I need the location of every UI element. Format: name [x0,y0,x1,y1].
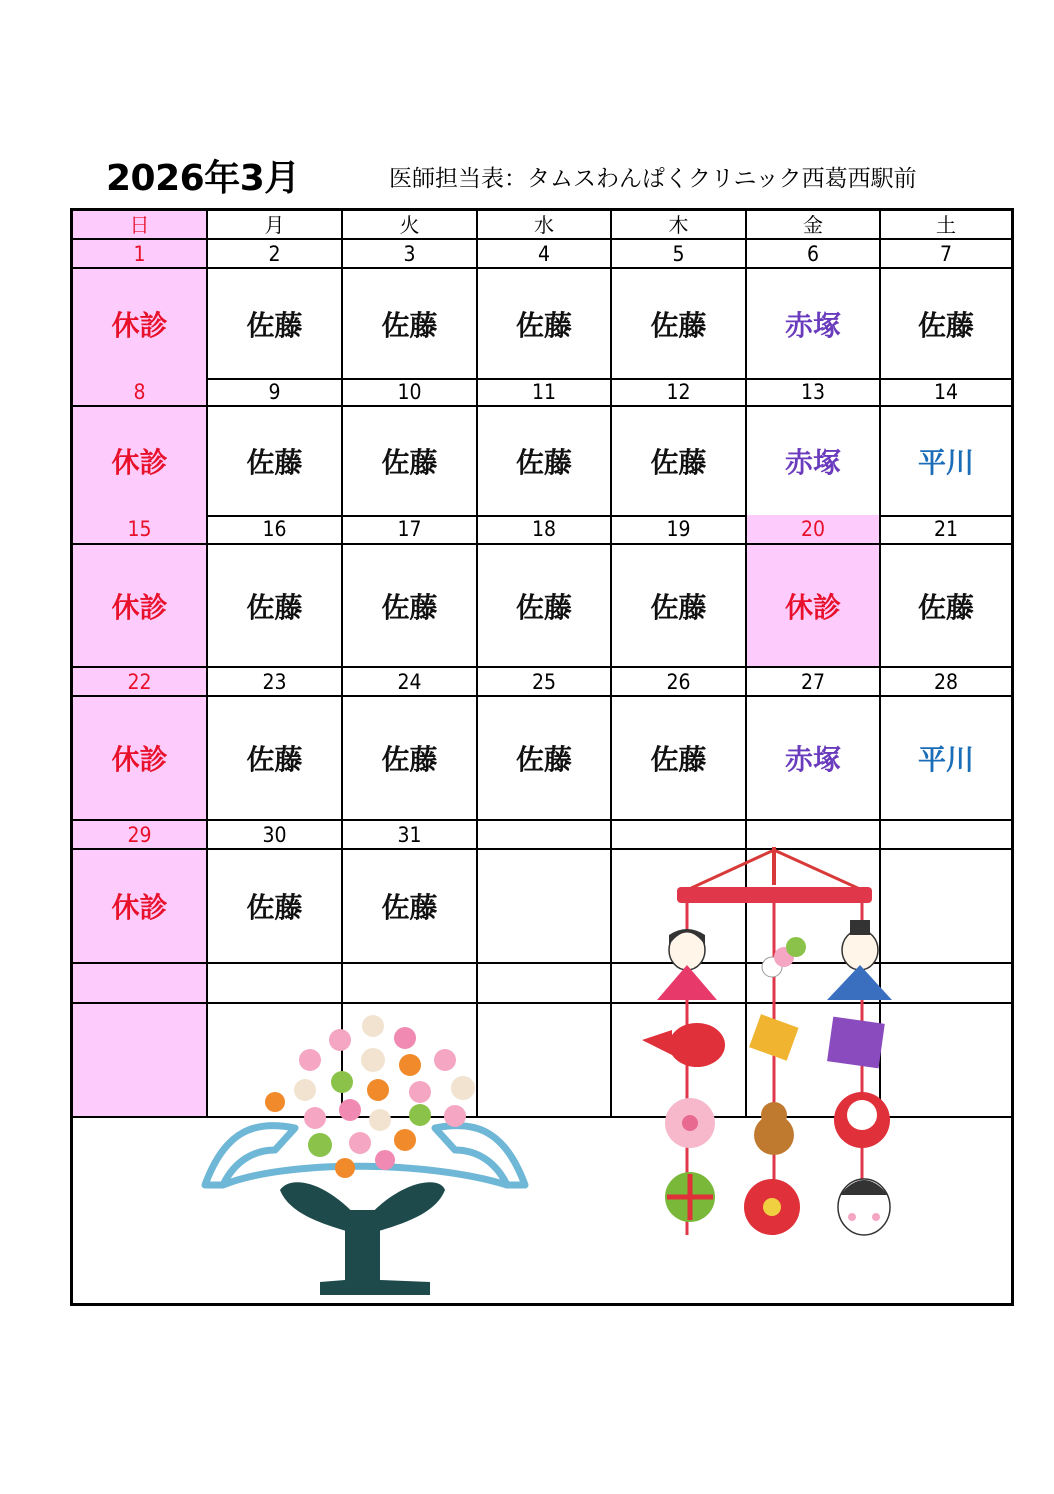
date-cell [73,668,208,697]
date-cell-text: 21 [933,517,959,541]
doctor-cell-text: 佐藤 [246,590,303,624]
date-cell [73,378,208,407]
doctor-cell [343,850,478,964]
date-cell-text: 18 [531,517,557,541]
date-cell-text: 8 [133,379,146,404]
doctor-cell [208,407,343,517]
date-cell-text: 25 [531,669,557,694]
weekday-header-2-text: 火 [399,212,420,237]
date-cell-text: 26 [666,669,691,694]
doctor-cell-text: 休診 [784,590,841,624]
date-cell-text: 1 [133,241,146,266]
doctor-cell-text: 赤塚 [784,743,841,776]
date-cell-text: 15 [127,517,152,541]
doctor-cell-text: 佐藤 [650,590,707,624]
date-cell [343,668,478,697]
hydrangea-icon [195,1010,535,1300]
empty-cell [881,964,1011,1004]
doctor-cell-text: 佐藤 [246,308,303,342]
date-cell [747,515,881,545]
date-cell [73,240,208,269]
doctor-cell [478,697,612,821]
doctor-cell-text: 佐藤 [381,891,438,924]
date-cell-text: 11 [531,379,557,404]
empty-cell [73,1004,208,1118]
doctor-cell-text: 佐藤 [650,743,707,776]
doctor-cell [73,269,208,380]
date-cell-text: 27 [800,669,826,694]
date-cell [73,515,208,545]
weekday-header-1 [208,211,343,240]
date-cell [478,378,612,407]
date-cell [881,515,1011,545]
weekday-header-0-text: 日 [129,212,150,237]
doctor-cell [208,269,343,380]
doctor-cell [747,545,881,668]
doctor-cell-text: 平川 [917,743,974,776]
weekday-header-4 [612,211,747,240]
weekday-header-4-text: 木 [668,212,689,237]
doctor-cell [747,407,881,517]
date-cell-text: 29 [127,822,152,847]
doctor-cell-text: 赤塚 [784,446,841,479]
date-cell [612,378,747,407]
weekday-header-1-text: 月 [264,212,285,237]
doctor-cell [881,545,1011,668]
doctor-cell [478,545,612,668]
date-cell [208,240,343,269]
doctor-cell [208,850,343,964]
doctor-cell-text: 休診 [111,446,168,479]
doctor-cell [478,269,612,380]
page-title: 2026年3月 [106,158,300,199]
doctor-cell [881,697,1011,821]
date-cell [881,378,1011,407]
date-cell [747,240,881,269]
doctor-cell-text: 佐藤 [381,446,438,479]
date-cell-text: 5 [672,241,685,266]
doctor-cell-text: 佐藤 [515,590,572,624]
doctor-cell-text: 佐藤 [246,891,303,924]
doctor-cell-text: 佐藤 [917,590,974,624]
date-cell [343,821,478,850]
weekday-header-5-text: 金 [803,212,823,237]
doctor-cell-text: 赤塚 [784,308,841,342]
doctor-cell [478,407,612,517]
date-cell-text: 2 [268,241,281,266]
doctor-cell-text: 佐藤 [515,743,572,776]
date-cell-text: 6 [806,241,820,266]
date-cell-text: 16 [262,517,287,541]
doctor-cell-text: 佐藤 [246,446,303,479]
date-cell-text: 23 [262,669,287,694]
doctor-cell-text: 休診 [111,743,168,776]
date-cell [881,668,1011,697]
doctor-cell-text: 佐藤 [381,743,438,776]
date-cell [343,515,478,545]
doctor-cell [612,407,747,517]
date-cell [73,821,208,850]
date-cell-text: 30 [262,822,287,847]
doctor-cell [73,407,208,517]
date-cell [612,515,747,545]
doctor-cell-text: 佐藤 [917,308,974,342]
doctor-cell [343,269,478,380]
doctor-cell-text: 佐藤 [381,590,438,624]
doctor-cell-text: 佐藤 [381,308,438,342]
date-cell-text: 3 [403,241,416,266]
doctor-cell [343,697,478,821]
doctor-cell [343,407,478,517]
doctor-cell-text: 平川 [917,446,974,479]
doctor-cell-text: 休診 [111,590,168,624]
empty-cell [343,964,478,1004]
doctor-cell [881,407,1011,517]
date-cell-text: 17 [397,517,422,541]
date-cell [343,240,478,269]
date-cell [208,668,343,697]
doctor-cell-text: 佐藤 [515,308,572,342]
doctor-cell [612,697,747,821]
doctor-cell-text: 佐藤 [515,446,572,479]
date-cell [881,240,1011,269]
date-cell [478,668,612,697]
weekday-header-3-text: 水 [534,212,554,237]
date-cell-text: 14 [933,379,959,404]
doctor-cell-text: 休診 [111,308,168,342]
empty-cell [73,964,208,1004]
doctor-cell-text: 佐藤 [650,308,707,342]
doctor-cell-text: 佐藤 [246,743,303,776]
date-cell [747,668,881,697]
weekday-header-2 [343,211,478,240]
weekday-header-5 [747,211,881,240]
weekday-header-6-text: 土 [936,212,956,237]
page-subtitle: 医師担当表：タムスわんぱくクリニック西葛西駅前 [389,166,917,192]
doctor-cell [612,545,747,668]
doctor-cell [881,269,1011,380]
date-cell [208,378,343,407]
doctor-cell [747,697,881,821]
date-cell-text: 31 [397,822,422,847]
doctor-cell [73,850,208,964]
date-cell-text: 9 [268,379,281,404]
date-cell [881,821,1011,850]
doctor-cell [208,697,343,821]
doctor-cell [343,545,478,668]
date-cell-text: 7 [939,241,953,266]
weekday-header-6 [881,211,1011,240]
date-cell [612,240,747,269]
empty-cell [208,964,343,1004]
doctor-cell [881,850,1011,964]
weekday-header-3 [478,211,612,240]
date-cell [478,240,612,269]
date-cell-text: 22 [127,669,152,694]
doctor-cell-text: 佐藤 [650,446,707,479]
doctor-cell [208,545,343,668]
doctor-cell-text: 休診 [111,891,168,924]
empty-cell [881,1004,1011,1118]
date-cell-text: 19 [666,517,691,541]
date-cell [478,515,612,545]
doctor-cell [73,697,208,821]
date-cell [612,668,747,697]
date-cell-text: 4 [537,241,551,266]
date-cell [343,378,478,407]
date-cell [208,821,343,850]
date-cell-text: 20 [800,517,826,541]
date-cell-text: 24 [397,669,422,694]
weekday-header-0 [73,211,208,240]
hina-mobile-icon [632,845,897,1245]
date-cell-text: 10 [397,379,422,404]
date-cell [208,515,343,545]
date-cell-text: 13 [800,379,826,404]
date-cell [747,378,881,407]
date-cell-text: 12 [666,379,691,404]
empty-cell [478,964,612,1004]
doctor-cell [747,269,881,380]
doctor-cell [612,269,747,380]
doctor-cell [478,850,612,964]
date-cell-text: 28 [933,669,959,694]
doctor-cell [73,545,208,668]
date-cell [478,821,612,850]
